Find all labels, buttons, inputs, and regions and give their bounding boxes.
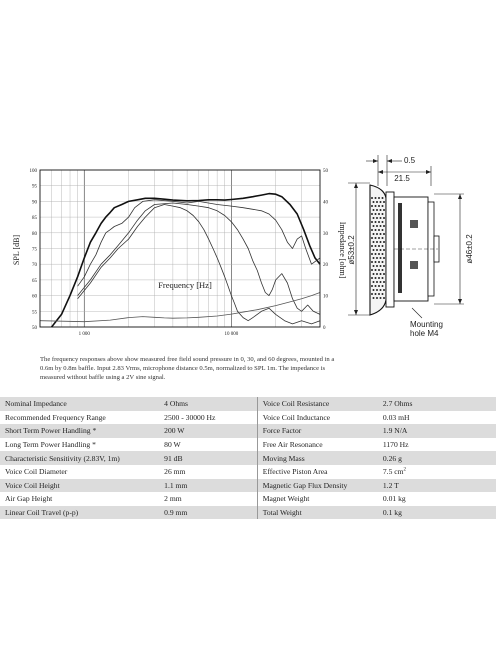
spec-value-2: 1.9 N/A [378, 424, 496, 438]
y-tick-label-right: 20 [323, 263, 328, 269]
grille-dot [371, 253, 373, 255]
spec-label: Air Gap Height [5, 494, 53, 504]
grille-dot [371, 229, 373, 231]
grille-dot [371, 293, 373, 295]
grille-dot [371, 221, 373, 223]
spec-value-2: 0.26 g [378, 451, 496, 465]
grille-dot [383, 289, 385, 291]
grille-dot [382, 285, 384, 287]
grille-dot [373, 209, 375, 211]
grille-dot [382, 261, 384, 263]
spec-label-2: Free Air Resonance [257, 438, 378, 452]
grille-dot [378, 229, 380, 231]
spec-label: Recommended Frequency Range [5, 412, 106, 422]
grille-dot [373, 297, 375, 299]
spec-row [0, 465, 496, 479]
grille-dot [373, 281, 375, 283]
spec-value-2: 0.03 mH [382, 412, 410, 422]
grille-dot [376, 225, 378, 227]
grille-dot [383, 241, 385, 243]
y-tick-label-left: 65 [32, 278, 37, 284]
grille-dot [378, 269, 380, 271]
grille-dot [376, 233, 378, 235]
grille-dot [373, 273, 375, 275]
grille-dot [383, 249, 385, 251]
chart-series [40, 194, 320, 327]
grille-dot [380, 233, 382, 235]
grille-dot [373, 249, 375, 251]
y-tick-label-left: 85 [32, 216, 37, 222]
grille-dot [383, 209, 385, 211]
spec-row [0, 451, 496, 465]
grille-dot [382, 221, 384, 223]
grille-dot [382, 213, 384, 215]
grille-dot [382, 197, 384, 199]
mounting-label-line2: hole M4 [410, 329, 439, 338]
grille-dot [380, 249, 382, 251]
grille-dot [383, 281, 385, 283]
grille-dot [382, 245, 384, 247]
grille-dot [380, 217, 382, 219]
y-tick-label-left: 100 [29, 169, 37, 174]
grille-dot [382, 293, 384, 295]
grille-dot [371, 237, 373, 239]
unit-superscript: 2 [403, 467, 407, 473]
grille-dot [380, 297, 382, 299]
spec-label-2: Magnetic Gap Flux Density [257, 479, 378, 493]
grille-dot [375, 269, 377, 271]
grille-dot [376, 265, 378, 267]
dim-top-2: 21.5 [394, 174, 410, 183]
grille-dot [378, 213, 380, 215]
spec-label: Long Term Power Handling * [5, 440, 96, 450]
grille-dot [371, 197, 373, 199]
spec-row [0, 492, 496, 506]
spec-value: 2500 - 30000 Hz [164, 412, 216, 422]
spec-label-2: Moving Mass [257, 451, 378, 465]
spec-value-2: 7.5 $cm^2$ [382, 467, 407, 477]
y-axis-label-right: Impedance [ohm] [338, 221, 347, 279]
grille-dot [375, 285, 377, 287]
grille-dot [376, 281, 378, 283]
grille-dot [373, 241, 375, 243]
grille-dot [375, 253, 377, 255]
grille-dot [371, 213, 373, 215]
grille-dot [382, 237, 384, 239]
spec-label-2: Force Factor [257, 424, 378, 438]
grille-dot [380, 241, 382, 243]
grille-dot [383, 257, 385, 259]
spec-row [0, 479, 496, 493]
grille-dot [371, 285, 373, 287]
grille-dot [376, 209, 378, 211]
grille-dot [373, 217, 375, 219]
spec-value: 26 mm [164, 467, 186, 477]
grille-dot [376, 249, 378, 251]
grille-dot [378, 205, 380, 207]
spec-label: Characteristic Sensitivity (2.83V, 1m) [0, 451, 159, 465]
grille-dot [371, 245, 373, 247]
grille-dot [371, 277, 373, 279]
chart-caption: The frequency responses above show measured free field sound pressure in 0, 30, and 60 degrees, mounted in a 0.6m by 0.8m baffle. Input 2.83 Vrms, microphone distance 0.5m, normalized to SPL 1m. The impedance is measured without baffle using a 2V sine signal. [40, 356, 335, 381]
grille-dot [376, 241, 378, 243]
x-tick-label: 1 000 [78, 332, 90, 337]
grille-dot [376, 289, 378, 291]
spec-value-2: 0.01 kg [382, 494, 406, 504]
grille-dot [373, 201, 375, 203]
grille-dot [376, 273, 378, 275]
mounting-leader [412, 308, 422, 318]
y-tick-label-right: 30 [323, 231, 328, 237]
grille-dot [380, 265, 382, 267]
grille-dot [375, 197, 377, 199]
y-tick-label-left: 50 [32, 326, 37, 331]
tweeter-drawing [340, 150, 496, 350]
spec-value-2: 1170 Hz [382, 440, 409, 450]
spec-value: 91 dB [159, 451, 257, 465]
grille-dot [378, 293, 380, 295]
y-tick-label-left: 90 [32, 200, 37, 206]
grille-dot [380, 201, 382, 203]
chart-grid [40, 170, 320, 327]
spec-label: Short Term Power Handling * [0, 424, 159, 438]
spec-label: Linear Coil Travel (p-p) [0, 506, 159, 520]
grille-dot [378, 277, 380, 279]
spec-label-2: Effective Piston Area [257, 465, 378, 479]
y-tick-label-left: 80 [32, 231, 37, 237]
series-line-5 [40, 293, 320, 322]
grille-dot [373, 257, 375, 259]
spec-value: 0.9 mm [159, 506, 257, 520]
spec-row [0, 397, 496, 411]
grille-dot [376, 297, 378, 299]
spec-value: 1.1 mm [159, 479, 257, 493]
grille-dot [382, 277, 384, 279]
spec-row [0, 424, 496, 438]
y-tick-label-right: 40 [323, 200, 328, 206]
grille-dot [382, 205, 384, 207]
spec-label: Voice Coil Height [0, 479, 159, 493]
grille-dot [383, 225, 385, 227]
y-axis-label-left: SPL [dB] [12, 234, 21, 266]
grille-dot [383, 265, 385, 267]
grille-dot [380, 209, 382, 211]
spec-value: 4 Ohms [159, 397, 257, 411]
chart-ticks [30, 169, 329, 337]
grille-dot [375, 221, 377, 223]
grille-dot [371, 269, 373, 271]
spec-row [0, 506, 496, 520]
grille-dot [376, 201, 378, 203]
grille-dot [376, 217, 378, 219]
x-axis-label: Frequency [Hz] [158, 280, 212, 290]
speaker-body [370, 185, 439, 315]
grille-dot [380, 281, 382, 283]
grille-dot [375, 237, 377, 239]
x-tick-label: 10 000 [224, 332, 239, 337]
y-tick-label-right: 50 [323, 169, 328, 174]
grille-dot [373, 265, 375, 267]
y-tick-label-right: 0 [323, 326, 326, 331]
frequency-response-chart [0, 150, 347, 355]
grille-dot [373, 289, 375, 291]
spec-label-2: Voice Coil Inductance [257, 411, 378, 425]
grille-dot [383, 273, 385, 275]
spec-row [0, 438, 496, 452]
grille-dot [378, 221, 380, 223]
grille-dot [375, 277, 377, 279]
grille-dot [378, 253, 380, 255]
dim-right: ø46±0.2 [465, 234, 474, 264]
grille-dot [382, 253, 384, 255]
grille-dot [375, 293, 377, 295]
dim-top-1: 0.5 [404, 156, 416, 165]
grille-dot [378, 285, 380, 287]
y-tick-label-left: 75 [32, 247, 37, 253]
grille-dot [375, 229, 377, 231]
y-tick-label-left: 60 [32, 294, 37, 300]
grille-dot [383, 201, 385, 203]
grille-dot [373, 233, 375, 235]
grille-dot [373, 225, 375, 227]
grille-dot [375, 213, 377, 215]
grille-dot [378, 245, 380, 247]
mounting-label-line1: Mounting [410, 320, 443, 329]
grille-dot [380, 289, 382, 291]
grille-dot [371, 261, 373, 263]
y-tick-label-right: 10 [323, 294, 328, 300]
grille-dot [376, 257, 378, 259]
spec-value-2: 0.1 kg [378, 506, 496, 520]
grille-dot [380, 225, 382, 227]
spec-value: 200 W [159, 424, 257, 438]
grille-dot [378, 237, 380, 239]
grille-dot [378, 197, 380, 199]
y-tick-label-left: 55 [32, 310, 37, 316]
grille-dot [382, 269, 384, 271]
grille-dot [371, 205, 373, 207]
grille-dot [375, 205, 377, 207]
y-tick-label-left: 70 [32, 263, 37, 269]
dim-left: ø53±0.2 [347, 235, 356, 265]
spec-value-2: 1.2 T [378, 479, 496, 493]
spec-row [0, 411, 496, 425]
spec-label: Nominal Impedance [0, 397, 159, 411]
grille-dot [383, 297, 385, 299]
grille-dot [378, 261, 380, 263]
spec-label-2: Magnet Weight [257, 492, 378, 506]
spec-value: 80 W [164, 440, 181, 450]
specs-table [0, 397, 496, 519]
grille-dot [375, 261, 377, 263]
series-line-1 [52, 194, 320, 327]
y-tick-label-left: 95 [32, 184, 37, 190]
grille-dot [382, 229, 384, 231]
grille-dot [380, 273, 382, 275]
spec-value-2: 2.7 Ohms [378, 397, 496, 411]
spec-value: 2 mm [164, 494, 182, 504]
grille-dot [383, 217, 385, 219]
grille-dot [380, 257, 382, 259]
spec-label: Voice Coil Diameter [5, 467, 68, 477]
spec-label-2: Total Weight [257, 506, 378, 520]
grille-dot [375, 245, 377, 247]
spec-label-2: Voice Coil Resistance [257, 397, 378, 411]
grille-dot [383, 233, 385, 235]
